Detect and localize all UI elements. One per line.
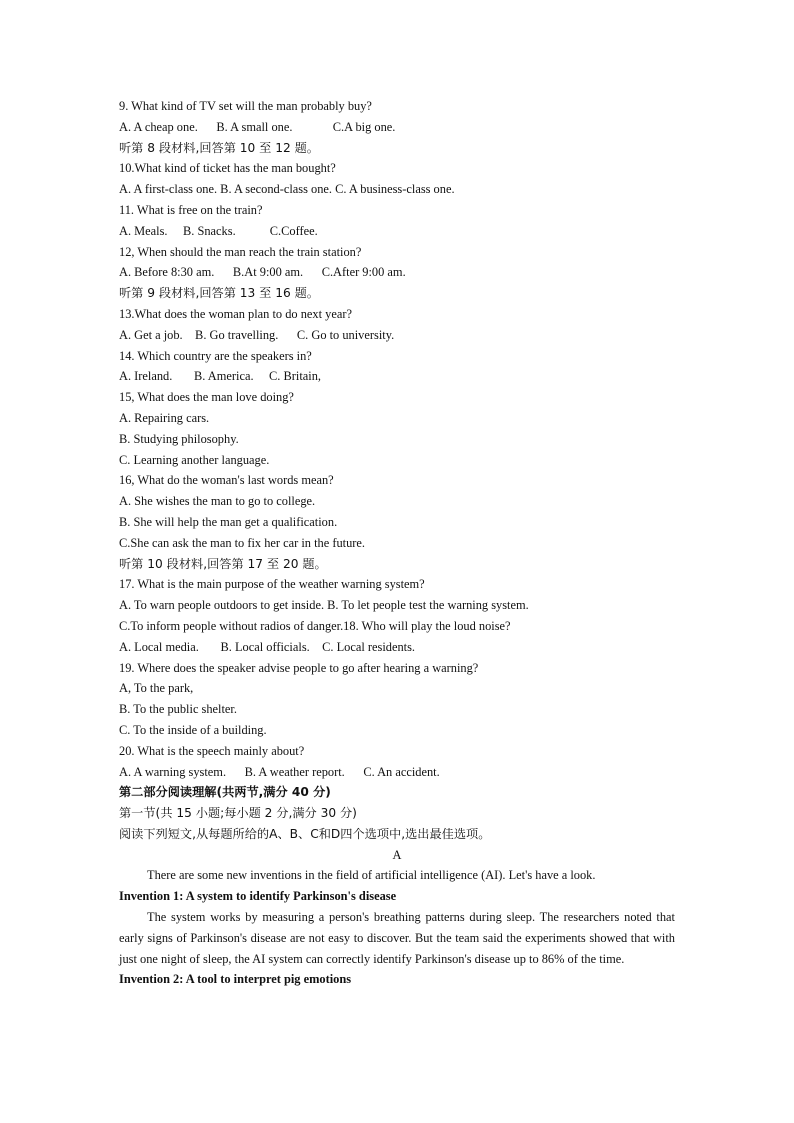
section1-heading: 第一节(共 15 小题;每小题 2 分,满分 30 分) — [119, 806, 357, 821]
options-line: A. A first-class one. B. A second-class one. C. A business-class one. — [119, 182, 455, 197]
options-line: B. Studying philosophy. — [119, 431, 239, 446]
options-line: A. To warn people outdoors to get inside. B. To let people test the warning system. — [119, 598, 529, 613]
question-line: 10.What kind of ticket has the man bought? — [119, 161, 336, 176]
options-line: B. She will help the man get a qualification. — [119, 514, 338, 529]
question-line: 11. What is free on the train? — [119, 202, 263, 217]
question-line: 14. Which country are the speakers in? — [119, 348, 312, 363]
passage-intro: There are some new inventions in the field of artificial intelligence (AI). Let's have a look. — [147, 868, 596, 883]
options-line: B. To the public shelter. — [119, 702, 237, 717]
passage-letter: A — [392, 847, 402, 862]
invention1-body: The system works by measuring a person's breathing patterns during sleep. The researchers noted that early signs of Parkinson's disease are not easy to discover. But the team said the experiments showed that with just one night of sleep, the AI system can correctly identify Parkinson's disease up to 86% of the time. — [119, 910, 675, 966]
section-note: 听第 9 段材料,回答第 13 至 16 题。 — [119, 286, 319, 301]
question-line: 13.What does the woman plan to do next year? — [119, 306, 352, 321]
options-line: C.She can ask the man to fix her car in the future. — [119, 535, 366, 550]
question-line: 9. What kind of TV set will the man probably buy? — [119, 99, 372, 113]
question-line: 20. What is the speech mainly about? — [119, 743, 305, 758]
part2-heading: 第二部分阅读理解(共两节,满分 40 分) — [119, 785, 331, 800]
options-line: A, To the park, — [119, 681, 194, 696]
question-line: 16, What do the woman's last words mean? — [119, 473, 334, 488]
options-line: A. Meals. B. Snacks. C.Coffee. — [119, 223, 318, 238]
document-page — [119, 96, 675, 990]
options-line: A. A warning system. B. A weather report. C. An accident. — [119, 764, 440, 779]
listening-questions — [119, 96, 675, 782]
section-note: 听第 8 段材料,回答第 10 至 12 题。 — [119, 140, 319, 155]
options-line: A. Before 8:30 am. B.At 9:00 am. C.After 9:00 am. — [119, 265, 406, 280]
options-line: A. Local media. B. Local officials. C. Local residents. — [119, 639, 416, 654]
options-line: C. To the inside of a building. — [119, 722, 267, 737]
section-note: 听第 10 段材料,回答第 17 至 20 题。 — [119, 556, 327, 571]
invention2-title: Invention 2: A tool to interpret pig emotions — [119, 972, 352, 987]
invention1-title: Invention 1: A system to identify Parkinson's disease — [119, 889, 397, 904]
options-line: C.To inform people without radios of danger.18. Who will play the loud noise? — [119, 618, 511, 633]
options-line: A. She wishes the man to go to college. — [119, 494, 316, 509]
question-line: 17. What is the main purpose of the weather warning system? — [119, 577, 425, 592]
reading-instruction: 阅读下列短文,从每题所给的A、B、C和D四个选项中,选出最佳选项。 — [119, 826, 491, 841]
options-line: A. A cheap one. B. A small one. C.A big one. — [119, 119, 396, 134]
options-line: A. Get a job. B. Go travelling. C. Go to university. — [119, 327, 395, 342]
question-line: 19. Where does the speaker advise people to go after hearing a warning? — [119, 660, 479, 675]
options-line: A. Ireland. B. America. C. Britain, — [119, 369, 321, 384]
question-line: 12, When should the man reach the train station? — [119, 244, 362, 259]
options-line: C. Learning another language. — [119, 452, 270, 467]
options-line: A. Repairing cars. — [119, 410, 210, 425]
question-line: 15, What does the man love doing? — [119, 390, 294, 405]
